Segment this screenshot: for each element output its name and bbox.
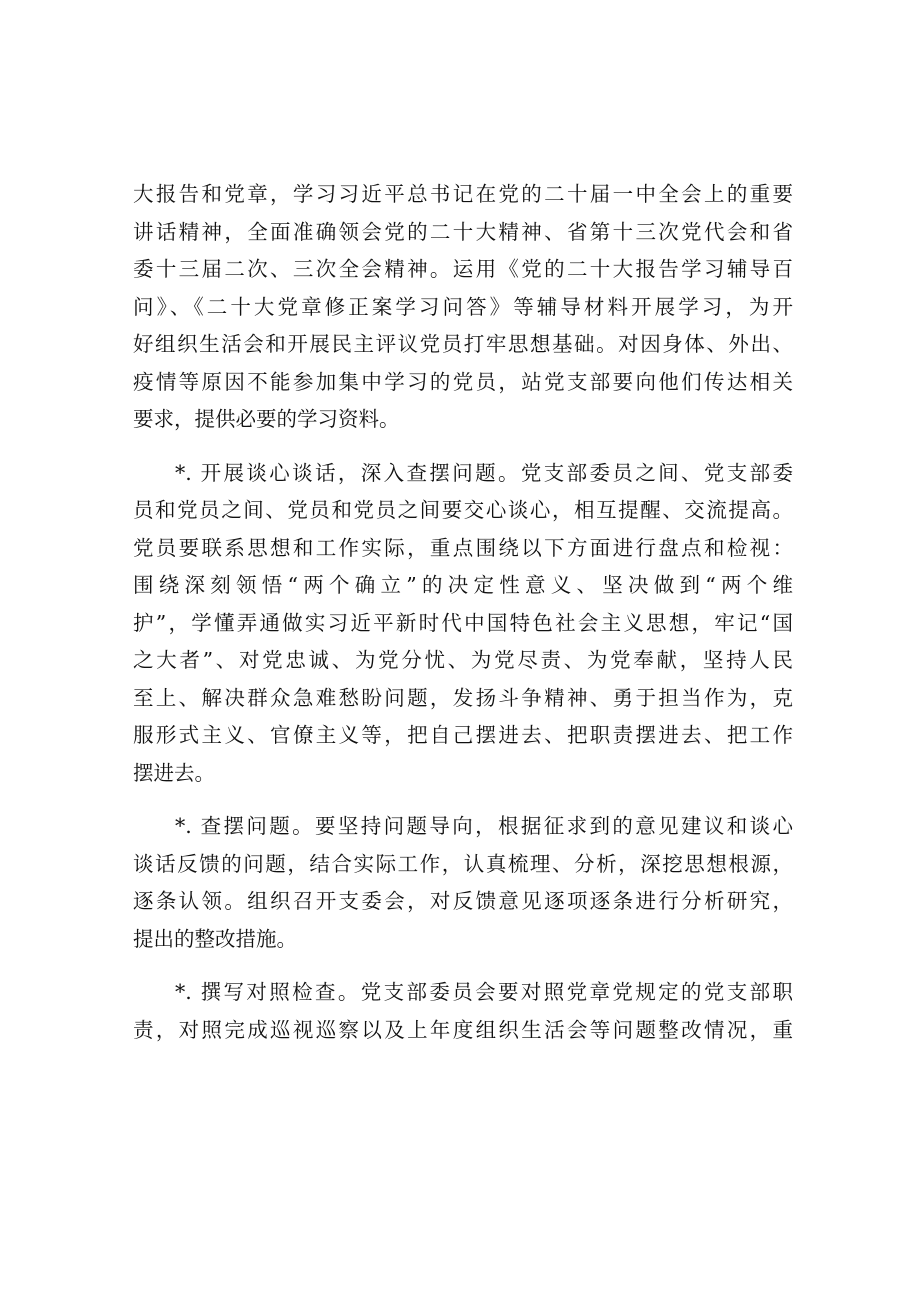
text-line: 护”，学懂弄通做实习近平新时代中国特色社会主义思想，牢记“国	[133, 610, 793, 635]
paragraph-gap	[133, 958, 793, 974]
text-line: 提出的整改措施。	[133, 926, 297, 951]
text-line: *. 查摆问题。要坚持问题导向，根据征求到的意见建议和谈心	[175, 814, 793, 838]
text-line: 讲话精神，全面准确领会党的二十大精神、省第十三次党代会和省	[133, 219, 793, 244]
paragraph-gap	[133, 792, 793, 808]
paragraph-heart-talk	[133, 455, 793, 793]
text-line: 服形式主义、官僚主义等，把自己摆进去、把职责摆进去、把工作	[133, 723, 793, 747]
text-line: *. 撰写对照检查。党支部委员会要对照党章党规定的党支部职	[175, 980, 793, 1004]
text-line: 围绕深刻领悟“两个确立”的决定性意义、坚决做到“两个维	[133, 573, 793, 597]
text-line: 疫情等原因不能参加集中学习的党员，站党支部要向他们传达相关	[133, 369, 793, 394]
paragraph-write-review	[133, 974, 793, 1049]
document-body	[133, 176, 793, 1049]
paragraph-study	[133, 176, 793, 439]
text-line: 之大者”、对党忠诚、为党分忧、为党尽责、为党奉献，坚持人民	[133, 648, 793, 672]
text-line: 至上、解决群众急难愁盼问题，发扬斗争精神、勇于担当作为，克	[133, 685, 793, 710]
text-line: 摆进去。	[133, 760, 215, 785]
paragraph-gap	[133, 439, 793, 455]
text-line: 责，对照完成巡视巡察以及上年度组织生活会等问题整改情况，重	[133, 1017, 793, 1042]
text-line: 要求，提供必要的学习资料。	[133, 407, 400, 431]
text-line: 党员要联系思想和工作实际，重点围绕以下方面进行盘点和检视：	[133, 535, 793, 560]
text-line: 委十三届二次、三次全会精神。运用《党的二十大报告学习辅导百	[133, 257, 793, 281]
text-line: 员和党员之间、党员和党员之间要交心谈心，相互提醒、交流提高。	[133, 498, 793, 522]
text-line: 好组织生活会和开展民主评议党员打牢思想基础。对因身体、外出、	[133, 332, 793, 356]
text-line: 逐条认领。组织召开支委会，对反馈意见逐项逐条进行分析研究，	[133, 889, 793, 913]
text-line: 问》、《二十大党章修正案学习问答》等辅导材料开展学习，为开	[133, 294, 793, 319]
text-line: 大报告和党章，学习习近平总书记在党的二十届一中全会上的重要	[133, 182, 793, 206]
text-line: 谈话反馈的问题，结合实际工作，认真梳理、分析，深挖思想根源，	[133, 851, 793, 876]
text-line: *. 开展谈心谈话，深入查摆问题。党支部委员之间、党支部委	[175, 460, 793, 485]
paragraph-find-problems	[133, 808, 793, 958]
